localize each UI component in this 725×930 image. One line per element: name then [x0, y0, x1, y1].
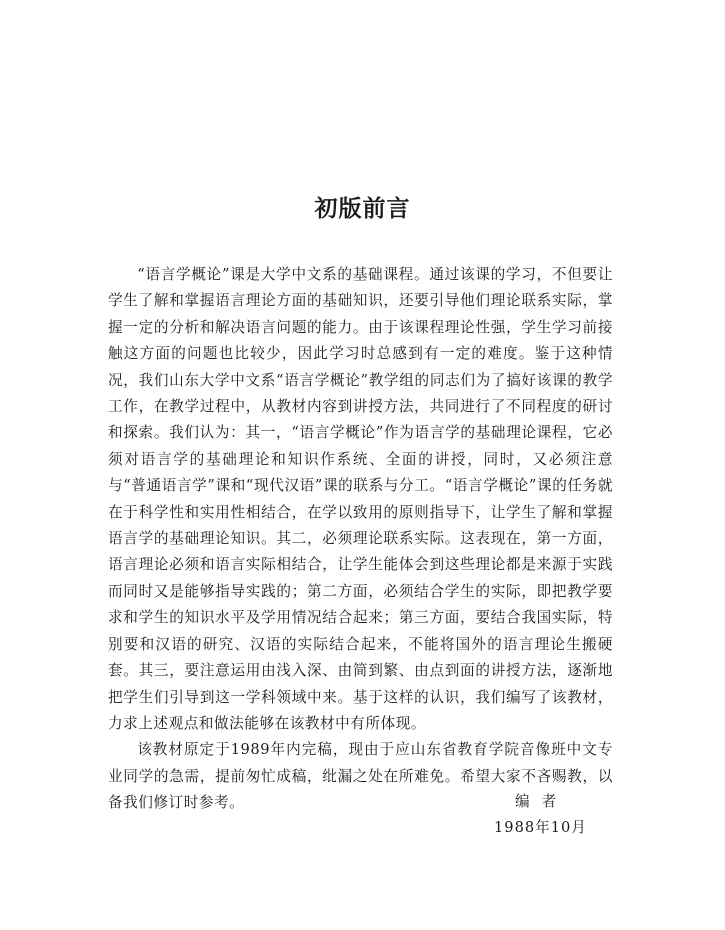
- preface-body: [108, 262, 613, 817]
- paragraph-1: “语言学概论”课是大学中文系的基础课程。通过该课的学习，不但要让学生了解和掌握语言理论方面的基础知识，还要引导他们理论联系实际，掌握一定的分析和解决语言问题的能力。由于该课程理论性强，学生学习前接触这方面的问题也比较少，因此学习时总感到有一定的难度。鉴于这种情况，我们山东大学中文系“语言学概论”教学组的同志们为了搞好该课的教学工作，在教学过程中，从教材内容到讲授方法，共同进行了不同程度的研讨和探索。我们认为：其一，“语言学概论”作为语言学的基础理论课程，它必须对语言学的基础理论和知识作系统、全面的讲授，同时，又必须注意与“普通语言学”课和“现代汉语”课的联系与分工。“语言学概论”课的任务就在于科学性和实用性相结合，在学以致用的原则指导下，让学生了解和掌握语言学的基础理论知识。其二，必须理论联系实际。这表现在，第一方面，语言理论必须和语言实际相结合，让学生能体会到这些理论都是来源于实践而同时又是能够指导实践的；第二方面，必须结合学生的实际，即把教学要求和学生的知识水平及学用情况结合起来；第三方面，要结合我国实际，特别要和汉语的研究、汉语的实际结合起来，不能将国外的语言理论生搬硬套。其三，要注意运用由浅入深、由简到繁、由点到面的讲授方法，逐渐地把学生们引导到这一学科领域中来。基于这样的认识，我们编写了该教材，力求上述观点和做法能够在该教材中有所体现。: [108, 266, 613, 732]
- signature-date: 1988年10月: [494, 819, 587, 836]
- paragraph-2: 该教材原定于1989年内完稿，现由于应山东省教育学院音像班中文专业同学的急需，提前匆忙成稿，纰漏之处在所难免。希望大家不吝赐教，以备我们修订时参考。: [108, 741, 613, 812]
- signature-editor: 编者: [515, 793, 569, 810]
- page-title: 初版前言: [314, 195, 411, 222]
